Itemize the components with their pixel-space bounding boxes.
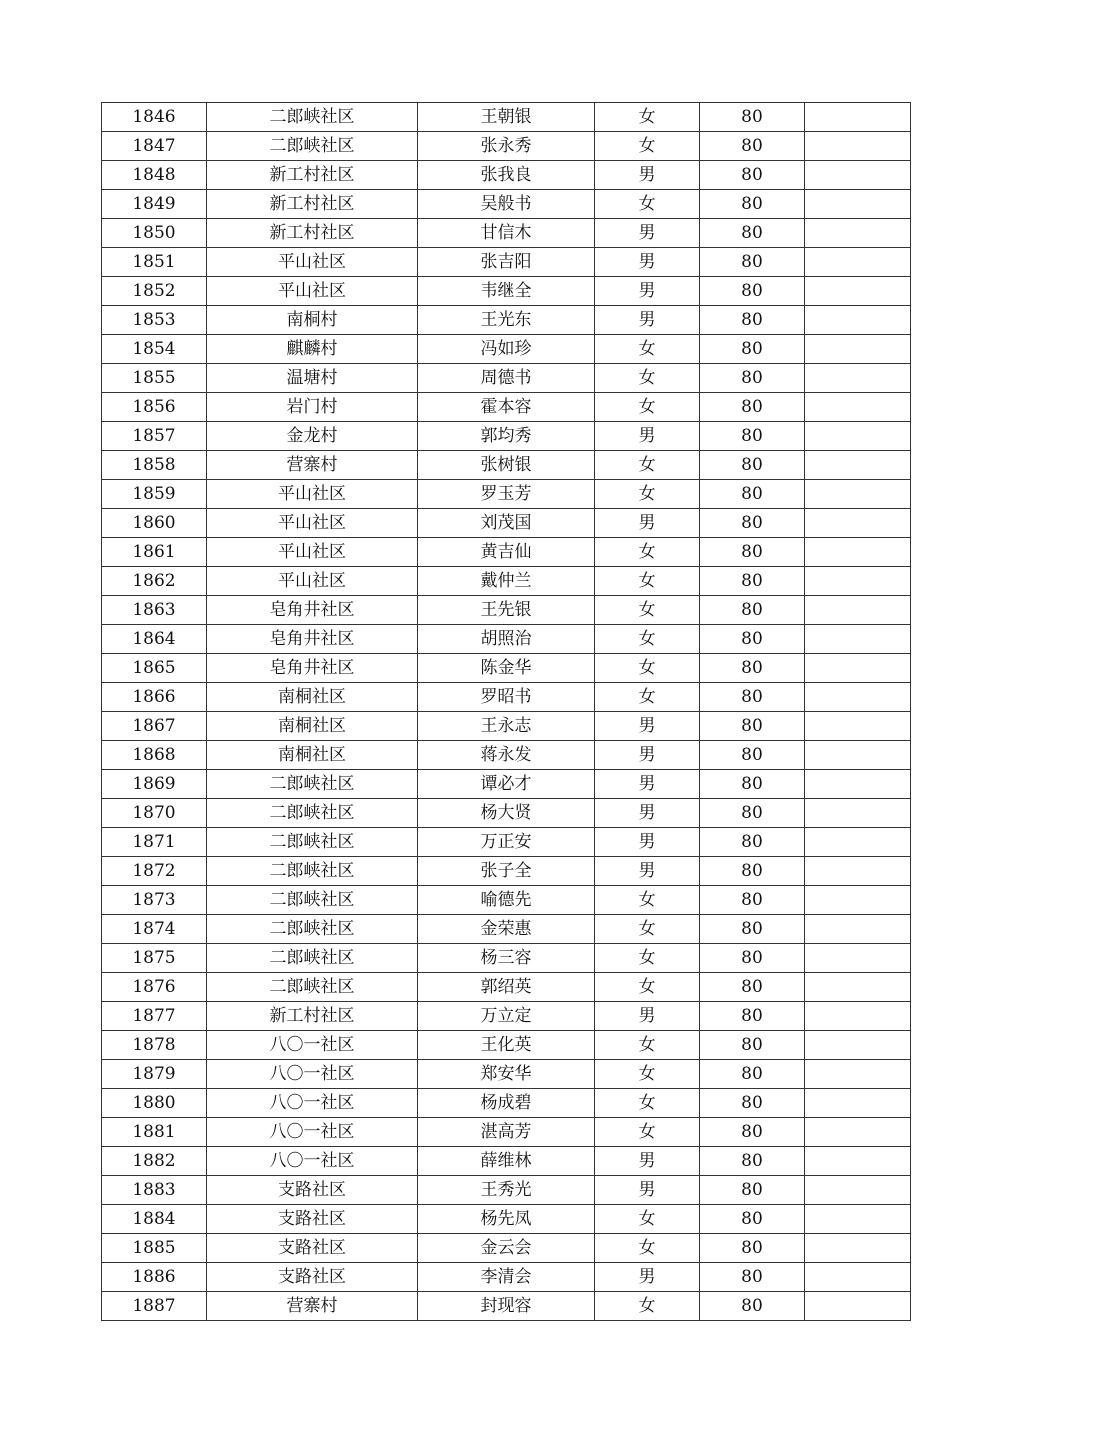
community-cell: 南桐村 [207, 306, 418, 335]
table-row [102, 712, 911, 741]
gender-cell: 男 [595, 277, 700, 306]
table-row [102, 451, 911, 480]
serial-number-cell: 1883 [102, 1176, 207, 1205]
age-cell: 80 [700, 683, 805, 712]
name-cell: 罗昭书 [418, 683, 595, 712]
name-cell: 黄吉仙 [418, 538, 595, 567]
age-cell: 80 [700, 857, 805, 886]
remark-cell [805, 306, 911, 335]
age-cell: 80 [700, 509, 805, 538]
gender-cell: 女 [595, 1031, 700, 1060]
community-cell: 南桐社区 [207, 712, 418, 741]
age-cell: 80 [700, 712, 805, 741]
serial-number-cell: 1863 [102, 596, 207, 625]
serial-number-cell: 1887 [102, 1292, 207, 1321]
remark-cell [805, 1292, 911, 1321]
serial-number-cell: 1876 [102, 973, 207, 1002]
gender-cell: 女 [595, 1205, 700, 1234]
name-cell: 谭必才 [418, 770, 595, 799]
table-row [102, 393, 911, 422]
age-cell: 80 [700, 567, 805, 596]
table-row [102, 1205, 911, 1234]
community-cell: 平山社区 [207, 277, 418, 306]
name-cell: 杨先凤 [418, 1205, 595, 1234]
age-cell: 80 [700, 1234, 805, 1263]
gender-cell: 女 [595, 538, 700, 567]
age-cell: 80 [700, 480, 805, 509]
remark-cell [805, 973, 911, 1002]
community-cell: 支路社区 [207, 1176, 418, 1205]
community-cell: 支路社区 [207, 1205, 418, 1234]
name-cell: 甘信木 [418, 219, 595, 248]
community-cell: 平山社区 [207, 248, 418, 277]
name-cell: 周德书 [418, 364, 595, 393]
name-cell: 陈金华 [418, 654, 595, 683]
serial-number-cell: 1858 [102, 451, 207, 480]
table-row [102, 1263, 911, 1292]
name-cell: 杨三容 [418, 944, 595, 973]
name-cell: 郭均秀 [418, 422, 595, 451]
age-cell: 80 [700, 654, 805, 683]
age-cell: 80 [700, 1002, 805, 1031]
serial-number-cell: 1866 [102, 683, 207, 712]
remark-cell [805, 422, 911, 451]
community-cell: 平山社区 [207, 567, 418, 596]
gender-cell: 男 [595, 306, 700, 335]
name-cell: 王化英 [418, 1031, 595, 1060]
gender-cell: 男 [595, 1176, 700, 1205]
age-cell: 80 [700, 393, 805, 422]
serial-number-cell: 1861 [102, 538, 207, 567]
community-cell: 二郎峡社区 [207, 944, 418, 973]
table-row [102, 538, 911, 567]
community-cell: 八〇一社区 [207, 1089, 418, 1118]
table-row [102, 190, 911, 219]
age-cell: 80 [700, 451, 805, 480]
table-row [102, 422, 911, 451]
gender-cell: 男 [595, 161, 700, 190]
serial-number-cell: 1867 [102, 712, 207, 741]
table-row [102, 1176, 911, 1205]
remark-cell [805, 509, 911, 538]
serial-number-cell: 1853 [102, 306, 207, 335]
name-cell: 罗玉芳 [418, 480, 595, 509]
serial-number-cell: 1852 [102, 277, 207, 306]
name-cell: 金云会 [418, 1234, 595, 1263]
serial-number-cell: 1878 [102, 1031, 207, 1060]
age-cell: 80 [700, 190, 805, 219]
serial-number-cell: 1880 [102, 1089, 207, 1118]
table-row [102, 886, 911, 915]
gender-cell: 女 [595, 132, 700, 161]
table-row [102, 654, 911, 683]
community-cell: 支路社区 [207, 1234, 418, 1263]
name-cell: 张我良 [418, 161, 595, 190]
serial-number-cell: 1886 [102, 1263, 207, 1292]
gender-cell: 女 [595, 625, 700, 654]
table-row [102, 625, 911, 654]
serial-number-cell: 1882 [102, 1147, 207, 1176]
table-row [102, 1002, 911, 1031]
serial-number-cell: 1884 [102, 1205, 207, 1234]
age-cell: 80 [700, 828, 805, 857]
remark-cell [805, 596, 911, 625]
remark-cell [805, 161, 911, 190]
gender-cell: 女 [595, 1292, 700, 1321]
name-cell: 吴般书 [418, 190, 595, 219]
age-cell: 80 [700, 625, 805, 654]
community-cell: 营寨村 [207, 1292, 418, 1321]
gender-cell: 女 [595, 190, 700, 219]
table-row [102, 132, 911, 161]
community-cell: 温塘村 [207, 364, 418, 393]
table-row [102, 1031, 911, 1060]
remark-cell [805, 190, 911, 219]
gender-cell: 男 [595, 219, 700, 248]
age-cell: 80 [700, 219, 805, 248]
serial-number-cell: 1860 [102, 509, 207, 538]
gender-cell: 男 [595, 1147, 700, 1176]
data-table [101, 102, 911, 1321]
gender-cell: 男 [595, 857, 700, 886]
remark-cell [805, 1118, 911, 1147]
gender-cell: 男 [595, 712, 700, 741]
gender-cell: 女 [595, 1060, 700, 1089]
remark-cell [805, 248, 911, 277]
gender-cell: 女 [595, 654, 700, 683]
remark-cell [805, 799, 911, 828]
table-row [102, 277, 911, 306]
remark-cell [805, 1176, 911, 1205]
gender-cell: 女 [595, 335, 700, 364]
community-cell: 新工村社区 [207, 190, 418, 219]
name-cell: 王朝银 [418, 103, 595, 132]
remark-cell [805, 770, 911, 799]
name-cell: 喻德先 [418, 886, 595, 915]
gender-cell: 男 [595, 1263, 700, 1292]
age-cell: 80 [700, 973, 805, 1002]
serial-number-cell: 1855 [102, 364, 207, 393]
community-cell: 岩门村 [207, 393, 418, 422]
remark-cell [805, 828, 911, 857]
age-cell: 80 [700, 132, 805, 161]
community-cell: 二郎峡社区 [207, 828, 418, 857]
gender-cell: 女 [595, 944, 700, 973]
gender-cell: 男 [595, 799, 700, 828]
remark-cell [805, 219, 911, 248]
serial-number-cell: 1877 [102, 1002, 207, 1031]
community-cell: 二郎峡社区 [207, 886, 418, 915]
age-cell: 80 [700, 596, 805, 625]
age-cell: 80 [700, 277, 805, 306]
community-cell: 支路社区 [207, 1263, 418, 1292]
remark-cell [805, 1263, 911, 1292]
age-cell: 80 [700, 944, 805, 973]
remark-cell [805, 364, 911, 393]
serial-number-cell: 1848 [102, 161, 207, 190]
serial-number-cell: 1865 [102, 654, 207, 683]
remark-cell [805, 1147, 911, 1176]
serial-number-cell: 1857 [102, 422, 207, 451]
gender-cell: 女 [595, 1118, 700, 1147]
serial-number-cell: 1862 [102, 567, 207, 596]
name-cell: 万立定 [418, 1002, 595, 1031]
age-cell: 80 [700, 1147, 805, 1176]
serial-number-cell: 1850 [102, 219, 207, 248]
name-cell: 杨大贤 [418, 799, 595, 828]
remark-cell [805, 944, 911, 973]
table-body [102, 103, 911, 1321]
serial-number-cell: 1859 [102, 480, 207, 509]
community-cell: 二郎峡社区 [207, 132, 418, 161]
community-cell: 麒麟村 [207, 335, 418, 364]
gender-cell: 男 [595, 248, 700, 277]
serial-number-cell: 1869 [102, 770, 207, 799]
age-cell: 80 [700, 1031, 805, 1060]
serial-number-cell: 1846 [102, 103, 207, 132]
table-row [102, 944, 911, 973]
serial-number-cell: 1885 [102, 1234, 207, 1263]
gender-cell: 女 [595, 683, 700, 712]
remark-cell [805, 538, 911, 567]
age-cell: 80 [700, 1205, 805, 1234]
remark-cell [805, 393, 911, 422]
age-cell: 80 [700, 886, 805, 915]
table-row [102, 1089, 911, 1118]
name-cell: 王永志 [418, 712, 595, 741]
table-row [102, 770, 911, 799]
name-cell: 戴仲兰 [418, 567, 595, 596]
name-cell: 韦继全 [418, 277, 595, 306]
table-row [102, 828, 911, 857]
age-cell: 80 [700, 364, 805, 393]
gender-cell: 女 [595, 451, 700, 480]
table-row [102, 683, 911, 712]
table-row [102, 248, 911, 277]
table-row [102, 161, 911, 190]
gender-cell: 男 [595, 422, 700, 451]
community-cell: 二郎峡社区 [207, 915, 418, 944]
gender-cell: 女 [595, 1234, 700, 1263]
remark-cell [805, 625, 911, 654]
gender-cell: 女 [595, 567, 700, 596]
remark-cell [805, 451, 911, 480]
remark-cell [805, 103, 911, 132]
age-cell: 80 [700, 799, 805, 828]
remark-cell [805, 1205, 911, 1234]
remark-cell [805, 480, 911, 509]
gender-cell: 男 [595, 509, 700, 538]
age-cell: 80 [700, 1176, 805, 1205]
serial-number-cell: 1881 [102, 1118, 207, 1147]
name-cell: 张永秀 [418, 132, 595, 161]
age-cell: 80 [700, 1089, 805, 1118]
table-row [102, 219, 911, 248]
table-row [102, 741, 911, 770]
serial-number-cell: 1875 [102, 944, 207, 973]
remark-cell [805, 712, 911, 741]
age-cell: 80 [700, 161, 805, 190]
gender-cell: 女 [595, 596, 700, 625]
name-cell: 王秀光 [418, 1176, 595, 1205]
age-cell: 80 [700, 422, 805, 451]
gender-cell: 女 [595, 886, 700, 915]
name-cell: 郭绍英 [418, 973, 595, 1002]
remark-cell [805, 915, 911, 944]
gender-cell: 女 [595, 1089, 700, 1118]
remark-cell [805, 132, 911, 161]
name-cell: 薛维林 [418, 1147, 595, 1176]
name-cell: 李清会 [418, 1263, 595, 1292]
table-row [102, 306, 911, 335]
serial-number-cell: 1872 [102, 857, 207, 886]
table-row [102, 1234, 911, 1263]
table-row [102, 567, 911, 596]
community-cell: 二郎峡社区 [207, 103, 418, 132]
name-cell: 王先银 [418, 596, 595, 625]
community-cell: 二郎峡社区 [207, 799, 418, 828]
name-cell: 张吉阳 [418, 248, 595, 277]
community-cell: 八〇一社区 [207, 1060, 418, 1089]
age-cell: 80 [700, 741, 805, 770]
remark-cell [805, 741, 911, 770]
community-cell: 八〇一社区 [207, 1147, 418, 1176]
table-row [102, 509, 911, 538]
age-cell: 80 [700, 306, 805, 335]
gender-cell: 女 [595, 393, 700, 422]
age-cell: 80 [700, 770, 805, 799]
name-cell: 郑安华 [418, 1060, 595, 1089]
community-cell: 金龙村 [207, 422, 418, 451]
community-cell: 南桐社区 [207, 741, 418, 770]
table-row [102, 1292, 911, 1321]
table-row [102, 364, 911, 393]
serial-number-cell: 1873 [102, 886, 207, 915]
community-cell: 八〇一社区 [207, 1118, 418, 1147]
table-row [102, 1118, 911, 1147]
remark-cell [805, 1002, 911, 1031]
name-cell: 冯如珍 [418, 335, 595, 364]
serial-number-cell: 1854 [102, 335, 207, 364]
gender-cell: 男 [595, 770, 700, 799]
remark-cell [805, 567, 911, 596]
name-cell: 霍本容 [418, 393, 595, 422]
gender-cell: 男 [595, 828, 700, 857]
serial-number-cell: 1870 [102, 799, 207, 828]
name-cell: 金荣惠 [418, 915, 595, 944]
gender-cell: 女 [595, 915, 700, 944]
serial-number-cell: 1851 [102, 248, 207, 277]
community-cell: 新工村社区 [207, 219, 418, 248]
remark-cell [805, 277, 911, 306]
community-cell: 皂角井社区 [207, 625, 418, 654]
table-row [102, 857, 911, 886]
community-cell: 新工村社区 [207, 161, 418, 190]
community-cell: 八〇一社区 [207, 1031, 418, 1060]
age-cell: 80 [700, 248, 805, 277]
age-cell: 80 [700, 538, 805, 567]
name-cell: 张树银 [418, 451, 595, 480]
serial-number-cell: 1847 [102, 132, 207, 161]
name-cell: 封现容 [418, 1292, 595, 1321]
name-cell: 蒋永发 [418, 741, 595, 770]
name-cell: 王光东 [418, 306, 595, 335]
serial-number-cell: 1849 [102, 190, 207, 219]
table-row [102, 480, 911, 509]
table-row [102, 915, 911, 944]
serial-number-cell: 1856 [102, 393, 207, 422]
serial-number-cell: 1864 [102, 625, 207, 654]
community-cell: 皂角井社区 [207, 596, 418, 625]
name-cell: 万正安 [418, 828, 595, 857]
age-cell: 80 [700, 1292, 805, 1321]
gender-cell: 女 [595, 480, 700, 509]
community-cell: 平山社区 [207, 480, 418, 509]
remark-cell [805, 1031, 911, 1060]
serial-number-cell: 1879 [102, 1060, 207, 1089]
table-row [102, 103, 911, 132]
gender-cell: 男 [595, 1002, 700, 1031]
community-cell: 平山社区 [207, 538, 418, 567]
age-cell: 80 [700, 1118, 805, 1147]
community-cell: 二郎峡社区 [207, 857, 418, 886]
community-cell: 二郎峡社区 [207, 973, 418, 1002]
remark-cell [805, 335, 911, 364]
serial-number-cell: 1874 [102, 915, 207, 944]
table-row [102, 1147, 911, 1176]
name-cell: 湛高芳 [418, 1118, 595, 1147]
name-cell: 胡照治 [418, 625, 595, 654]
table-row [102, 596, 911, 625]
table-row [102, 973, 911, 1002]
table-row [102, 335, 911, 364]
remark-cell [805, 1234, 911, 1263]
gender-cell: 女 [595, 973, 700, 1002]
gender-cell: 男 [595, 741, 700, 770]
age-cell: 80 [700, 1263, 805, 1292]
age-cell: 80 [700, 103, 805, 132]
community-cell: 新工村社区 [207, 1002, 418, 1031]
table-row [102, 1060, 911, 1089]
community-cell: 二郎峡社区 [207, 770, 418, 799]
remark-cell [805, 654, 911, 683]
serial-number-cell: 1871 [102, 828, 207, 857]
age-cell: 80 [700, 915, 805, 944]
gender-cell: 女 [595, 103, 700, 132]
remark-cell [805, 857, 911, 886]
remark-cell [805, 683, 911, 712]
name-cell: 杨成碧 [418, 1089, 595, 1118]
serial-number-cell: 1868 [102, 741, 207, 770]
community-cell: 皂角井社区 [207, 654, 418, 683]
community-cell: 南桐社区 [207, 683, 418, 712]
gender-cell: 女 [595, 364, 700, 393]
remark-cell [805, 1060, 911, 1089]
name-cell: 张子全 [418, 857, 595, 886]
age-cell: 80 [700, 1060, 805, 1089]
age-cell: 80 [700, 335, 805, 364]
name-cell: 刘茂国 [418, 509, 595, 538]
remark-cell [805, 886, 911, 915]
remark-cell [805, 1089, 911, 1118]
community-cell: 平山社区 [207, 509, 418, 538]
community-cell: 营寨村 [207, 451, 418, 480]
table-row [102, 799, 911, 828]
